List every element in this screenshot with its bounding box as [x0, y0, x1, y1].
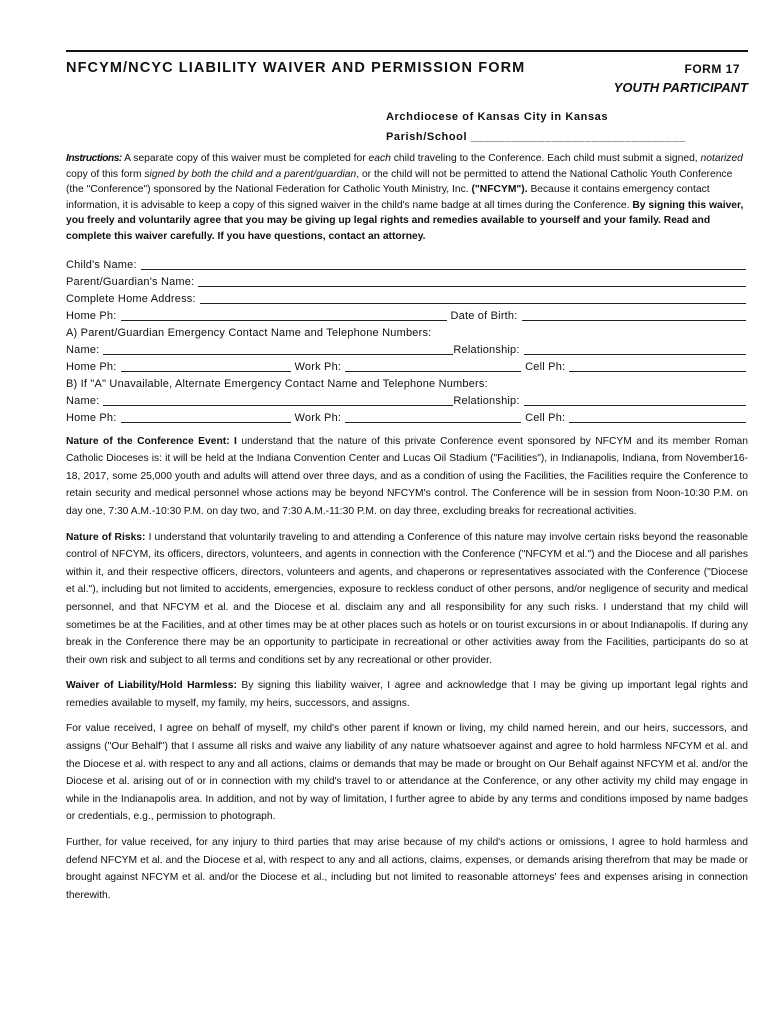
waiver-form-page: [66, 50, 748, 904]
contact-a-work-ph-field[interactable]: [345, 359, 521, 372]
contact-a-cell-ph-field[interactable]: [569, 359, 746, 372]
dob-label: Date of Birth:: [450, 309, 518, 322]
address-field[interactable]: [200, 291, 746, 304]
waiver-heading: Waiver of Liability/Hold Harmless:: [66, 680, 237, 692]
address-label: Complete Home Address:: [66, 292, 196, 305]
contact-b-name-field[interactable]: [103, 393, 453, 406]
contact-b-heading: B) If "A" Unavailable, Alternate Emergency Contact Name and Telephone Numbers:: [66, 377, 488, 390]
childs-name-row: [66, 257, 748, 274]
contact-b-home-ph-label: Home Ph:: [66, 411, 117, 424]
contact-b-work-ph-label: Work Ph:: [294, 411, 342, 424]
nature-event-heading: Nature of the Conference Event: I: [66, 435, 237, 447]
contact-b-relationship-field[interactable]: [524, 393, 746, 406]
childs-name-label: Child's Name:: [66, 258, 137, 271]
contact-fields: [66, 257, 748, 427]
title-row: [66, 58, 748, 78]
parent-name-field[interactable]: [198, 274, 746, 287]
further-paragraph-text: Further, for value received, for any injury to third parties that may arise because of my child's actions or omissions, I agree to hold harmless and defend NFCYM et al. and the Diocese et al, with respect to any and all actions, claims, expenses, or demands arising therefrom that may be made or brought against NFCYM et al. and/or the Diocese et al., including but not limited to reasonable attorneys' fees and expenses arising in connection therewith.: [66, 837, 748, 901]
nature-event-body: understand that the nature of this private Conference event sponsored by NFCYM and its member Roman Catholic Dioceses is: it will be held at the Indiana Convention Center and Lucas Oil Stadium ("Facilities"), in Indianapolis, Indiana, from November16-18, 2017, some 25,000 youth and adults will attend over three days, and as a condition of using the Facilities, the Facilities require the Conference to retain security and medical personnel whose actions may be beyond NFCYM's control. The Conference will be in session from Noon-10:30 P.M. on day one, 7:30 A.M.-10:30 P.M. on day two, and 7:30 A.M.-11:30 P.M. on day three, excluding breaks for recreational activities.: [66, 435, 748, 517]
nature-risks-section: [66, 529, 748, 670]
dob-field[interactable]: [522, 308, 746, 321]
diocese-name: Archdiocese of Kansas City in Kansas: [386, 111, 609, 123]
contact-a-home-ph-label: Home Ph:: [66, 360, 117, 373]
nature-risks-heading: Nature of Risks:: [66, 531, 146, 543]
instructions-text-4: , or the child will not be permitted to attend the National Catholic Youth Conference (the "Conference") sponsored by the National Federation for Catholic Youth Ministry, Inc.: [66, 168, 733, 196]
contact-a-name-label: Name:: [66, 343, 100, 356]
contact-a-cell-ph-label: Cell Ph:: [525, 360, 566, 373]
instructions-block: [66, 151, 748, 245]
contact-b-cell-ph-field[interactable]: [569, 410, 746, 423]
address-row: [66, 291, 748, 308]
contact-a-name-row: [66, 342, 748, 359]
parish-line: [386, 131, 748, 143]
contact-b-work-ph-field[interactable]: [345, 410, 521, 423]
top-rule: [66, 50, 748, 52]
nature-event-section: [66, 433, 748, 521]
instructions-text-3: copy of this form: [66, 168, 145, 180]
instructions-signed-by: signed by both the child and a parent/guardian: [144, 168, 357, 180]
contact-b-cell-ph-label: Cell Ph:: [525, 411, 566, 424]
instructions-warning: By signing this waiver, you freely and voluntarily agree that you may be giving up legal rights and remedies available to yourself and your family. Read and complete this waiver carefully. If you have questions, contact an attorney.: [66, 199, 744, 242]
contact-b-home-ph-field[interactable]: [121, 410, 291, 423]
value-paragraph-text: For value received, I agree on behalf of myself, my child's other parent if known or living, my child named herein, and our heirs, successors, and assigns ("Our Behalf") that I assume all risks and waive any liability of any nature whatsoever against and agree to hold harmless NFCYM et al. and the Diocese et al. with respect to any and all actions, claims or demands that may be made or brought on Our Behalf against NFCYM et al. and/or the Diocese et al. arising out of or in connection with my child's travel to or attendance at the Conference, or any other activity my child may engage in while in the Indianapolis area. In addition, and not by way of limitation, I further agree to abide by any terms and conditions imposed by name badges or credentials, e.g., permission to photograph.: [66, 723, 748, 823]
contact-a-name-field[interactable]: [103, 342, 453, 355]
instructions-nfcym: ("NFCYM").: [471, 184, 528, 196]
form-number: FORM 17: [684, 62, 740, 76]
form-subtitle: YOUTH PARTICIPANT: [613, 80, 748, 95]
instructions-text-1: A separate copy of this waiver must be completed for: [121, 153, 369, 164]
waiver-body: By signing this liability waiver, I agree and acknowledge that I may be giving up important legal rights and remedies available to myself, my family, my heirs, successors, and assigns.: [66, 680, 748, 709]
instructions-text-5: Because it contains emergency contact information, it is advisable to keep a copy of this signed waiver in the child's name badge at all times during the Conference.: [66, 184, 710, 211]
contact-a-phones-row: [66, 359, 748, 376]
contact-a-heading: A) Parent/Guardian Emergency Contact Name and Telephone Numbers:: [66, 326, 432, 339]
home-ph-dob-row: [66, 308, 748, 325]
instructions-label: Instructions:: [66, 153, 122, 164]
further-paragraph: [66, 834, 748, 904]
contact-b-phones-row: [66, 410, 748, 427]
nature-risks-body: I understand that voluntarily traveling to and attending a Conference of this nature may involve certain risks beyond the reasonable control of NFCYM, its officers, directors, volunteers, and agents in connection with the Conference ("NFCYM et al.") and the Diocese and all parishes within it, and their respective officers, directors, volunteers and agents, and chaperons or representatives associated with the Conference ("Diocese et al."), including but not limited to accidents, emergencies, exposure to reckless conduct of other persons, and/or negligence of security and medical personnel, and that NFCYM et al. and the Diocese et al. disclaim any and all responsibility for any such risks. I understand that my child will sometimes be at the Facilities, and at other times may be at other places such as hotels or on tourist excursions in or about Indianapolis. If during any break in the Conference there may be an opportunity to participate in recreational or other activities away from the Facilities, participants do so at their own risk and subject to all terms and conditions set by any recreational or other provider.: [66, 531, 749, 666]
contact-a-work-ph-label: Work Ph:: [294, 360, 342, 373]
instructions-notarized: notarized: [700, 153, 743, 164]
instructions-each: each: [368, 153, 391, 164]
home-ph-label: Home Ph:: [66, 309, 117, 322]
contact-b-relationship-label: Relationship:: [453, 394, 520, 407]
form-title: NFCYM/NCYC LIABILITY WAIVER AND PERMISSION FORM: [66, 60, 526, 76]
contact-a-relationship-label: Relationship:: [453, 343, 520, 356]
instructions-text-2: child traveling to the Conference. Each child must submit a signed,: [390, 153, 701, 164]
parent-name-row: [66, 274, 748, 291]
value-paragraph: [66, 720, 748, 826]
parish-label: Parish/School: [386, 131, 468, 143]
childs-name-field[interactable]: [141, 257, 746, 270]
home-ph-field[interactable]: [121, 308, 447, 321]
contact-a-relationship-field[interactable]: [524, 342, 746, 355]
contact-a-home-ph-field[interactable]: [121, 359, 291, 372]
waiver-section: [66, 677, 748, 712]
contact-b-name-label: Name:: [66, 394, 100, 407]
contact-b-name-row: [66, 393, 748, 410]
parish-field[interactable]: ________________________________: [470, 131, 686, 143]
parent-name-label: Parent/Guardian's Name:: [66, 275, 195, 288]
